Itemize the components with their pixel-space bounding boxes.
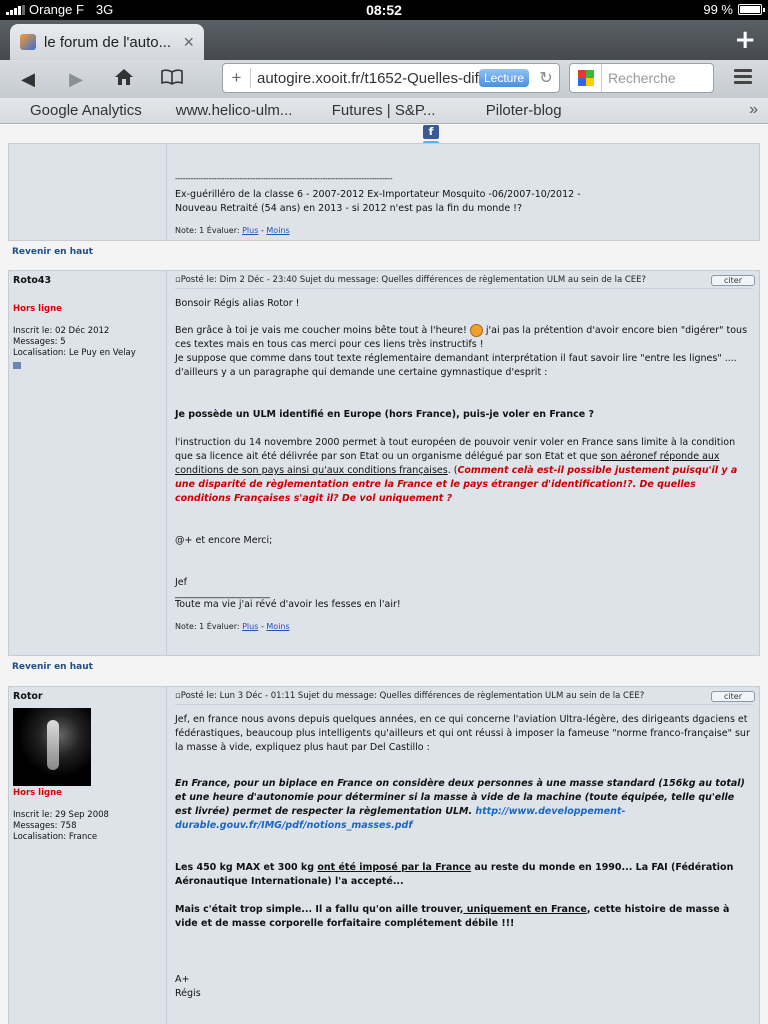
previous-post xyxy=(8,143,760,241)
forward-button[interactable]: ▶ xyxy=(69,68,83,90)
network-label: 3G xyxy=(95,2,114,17)
online-status: Hors ligne xyxy=(13,304,62,314)
paragraph-text: Les 450 kg MAX et 300 kg xyxy=(175,862,318,873)
quote-button[interactable]: citer xyxy=(711,691,755,702)
tab-forum[interactable] xyxy=(10,24,204,60)
book-icon xyxy=(160,69,184,85)
tab-bar xyxy=(0,20,768,60)
online-status: Hors ligne xyxy=(13,788,62,798)
add-bookmark-icon[interactable]: + xyxy=(223,68,251,88)
post-rotor xyxy=(8,686,760,1024)
post-rating xyxy=(175,622,753,631)
pdf-link[interactable]: http://www.developpement-durable.gouv.fr/IMG/pdf/notions_masses.pdf xyxy=(175,806,626,831)
post-header: ▫Posté le: Lun 3 Déc - 01:11 Sujet du message: Quelles différences de règlementation ULM au sein de la CEE? xyxy=(175,691,753,705)
underlined-text: son aéronef réponde aux conditions de son pays ainsi qu'aux conditions françaises xyxy=(175,451,720,476)
quoted-question: Je possède un ULM identifié en Europe (hors France), puis-je voler en France ? xyxy=(175,409,594,420)
battery-icon xyxy=(738,4,762,15)
favicon-icon xyxy=(20,34,36,50)
post-roto43 xyxy=(8,270,760,656)
author-info xyxy=(13,326,162,373)
paragraph-text: Mais c'était trop simple... Il a fallu qu'on aille trouver, xyxy=(175,904,464,915)
search-box[interactable] xyxy=(569,63,714,93)
facebook-icon[interactable]: f xyxy=(423,125,439,139)
tab-title: le forum de l'auto... xyxy=(44,33,172,51)
signature-line: Nouveau Retraité (54 ans) en 2013 - si 2012 n'est pas la fin du monde !? xyxy=(175,203,523,214)
back-button[interactable]: ◀ xyxy=(21,68,35,90)
author-location: Localisation: France xyxy=(13,832,98,842)
bookmarks-bar xyxy=(0,98,768,124)
signature-name: Jef xyxy=(175,577,187,588)
browser-toolbar xyxy=(0,60,768,98)
more-bookmarks-icon[interactable]: » xyxy=(749,101,758,118)
reader-button[interactable]: Lecture xyxy=(479,69,529,87)
search-engine-selector[interactable] xyxy=(570,64,602,92)
avatar xyxy=(13,708,91,786)
battery-label: 99 % xyxy=(703,2,733,17)
bookmark-item[interactable]: Piloter-blog xyxy=(485,102,562,119)
signature-text: Toute ma vie j'ai révé d'avoir les fesses en l'air! xyxy=(175,599,401,610)
reload-icon[interactable]: ↻ xyxy=(539,70,553,87)
smiley-icon xyxy=(470,324,483,337)
message-count: Messages: 758 xyxy=(13,821,77,831)
bookmarks-button[interactable] xyxy=(148,69,196,90)
registered-date: Inscrit le: 02 Déc 2012 xyxy=(13,326,110,336)
post-body xyxy=(169,144,759,239)
paragraph-text: l'instruction du 14 novembre 2000 permet à tout européen de pouvoir venir voler en France sans limite à la condition que sa licence ait été délivrée par son Etat ou un organisme délégué par son Etat et que xyxy=(175,437,736,462)
post-meta: Posté le: Lun 3 Déc - 01:11 Sujet du message: Quelles différences de règlementation ULM au sein de la CEE? xyxy=(180,691,645,701)
message-count: Messages: 5 xyxy=(13,337,66,347)
back-to-top-link[interactable]: Revenir en haut xyxy=(12,247,93,257)
bookmark-item[interactable]: Google Analytics xyxy=(30,102,142,119)
underlined-text: ont été imposé par la France xyxy=(317,862,472,873)
address-bar[interactable] xyxy=(222,63,560,93)
post-meta: Posté le: Dim 2 Déc - 23:40 Sujet du message: Quelles différences de règlementation ULM au sein de la CEE? xyxy=(180,275,647,285)
menu-icon[interactable] xyxy=(734,69,752,87)
closing-name: Régis xyxy=(175,988,201,999)
paragraph-text: j'ai pas la prétention d'avoir encore bien "digérer" tous ces textes mais en tous cas merci pour ces liens très instructifs ! xyxy=(175,325,748,350)
highlighted-question: Comment celà est-il possible justement puisqu'il y a une disparité de règlementation entre la France et le pays étranger d'identification!?. De quelles conditions Françaises s'agit il? De vol uniquement ? xyxy=(175,465,738,504)
paragraph xyxy=(175,861,753,889)
paragraph-text: En France, pour un biplace en France on considère deux personnes à une masse standard (156kg au total) et une heure d'autonomie pour déterminer si la masse à vide de la machine (toute équipée, telle qu'elle est livrée) permet de respecter la règlementation ULM. xyxy=(175,778,745,817)
paragraph: Je suppose que comme dans tout texte réglementaire demandant interprétation il faut savoir lire "entre les lignes" .... d'ailleurs y a un paragraphe qui demande une certaine gymnastique d'esprit : xyxy=(175,353,737,378)
rating-label: Note: 1 Évaluer: xyxy=(175,622,240,631)
rate-plus-link[interactable]: Plus xyxy=(242,622,259,631)
home-icon xyxy=(114,68,134,86)
paragraph xyxy=(175,777,753,833)
paragraph xyxy=(175,324,753,352)
home-button[interactable] xyxy=(100,68,148,91)
post-body xyxy=(169,687,759,1005)
bookmark-item[interactable]: Futures | S&P... xyxy=(331,102,436,119)
post-rating xyxy=(175,226,753,235)
post-author-panel xyxy=(9,687,167,1024)
back-to-top-link[interactable]: Revenir en haut xyxy=(12,662,93,672)
signature-rule: ____________________ xyxy=(175,588,270,599)
closing-line: A+ xyxy=(175,974,190,985)
search-input[interactable]: Recherche xyxy=(608,70,676,86)
signature-separator: ------------------------------------------------------------------------------------ xyxy=(175,174,393,183)
private-message-icon[interactable] xyxy=(13,362,21,369)
greeting: Bonsoir Régis alias Rotor ! xyxy=(175,298,300,309)
post-text xyxy=(175,713,753,1001)
post-body xyxy=(169,271,759,635)
thanks-line: @+ et encore Merci; xyxy=(175,535,273,546)
close-tab-icon[interactable]: × xyxy=(183,31,194,52)
google-icon xyxy=(578,70,594,86)
signature-line: Ex-guérilléro de la classe 6 - 2007-2012 Ex-Importateur Mosquito -06/2007-10/2012 - xyxy=(175,189,581,200)
paragraph xyxy=(175,436,753,506)
registered-date: Inscrit le: 29 Sep 2008 xyxy=(13,810,109,820)
status-bar xyxy=(0,0,768,20)
paragraph-text: . ( xyxy=(447,465,458,476)
carrier-label: Orange F xyxy=(29,2,84,17)
quote-button[interactable]: citer xyxy=(711,275,755,286)
forum-page xyxy=(0,125,768,1024)
author-location: Localisation: Le Puy en Velay xyxy=(13,348,136,358)
paragraph-text: au reste du monde en 1990... La FAI (Fédération Aéronautique Internationale) l'a accepté... xyxy=(175,862,734,887)
author-name[interactable]: Roto43 xyxy=(13,275,52,286)
paragraph: Jef, en france nous avons depuis quelques années, en ce qui concerne l'aviation Ultra-légère, des dirigeants dgaciens et fédérastiques, beaucoup plus intelligents qu'ailleurs et qui ont réussi à imposer la fameuse "norme franco-française" sur la masse à vide, expliquez plus haut par Del Castillo : xyxy=(175,714,750,753)
bookmark-item[interactable]: www.helico-ulm... xyxy=(175,102,293,119)
paragraph-text: Ben grâce à toi je vais me coucher moins bête tout à l'heure! xyxy=(175,325,467,336)
post-author-panel xyxy=(9,271,167,655)
rate-minus-link[interactable]: Moins xyxy=(266,226,290,235)
rate-minus-link[interactable]: Moins xyxy=(266,622,290,631)
new-tab-button[interactable]: + xyxy=(734,25,756,55)
author-name[interactable]: Rotor xyxy=(13,691,43,702)
post-text xyxy=(175,297,753,612)
paragraph-text: , cette histoire de masse à vide et de masse corporelle forfaitaire complétement débile !!! xyxy=(175,904,730,929)
paragraph xyxy=(175,903,753,931)
rating-separator: - xyxy=(260,622,264,631)
underlined-text: uniquement en France xyxy=(463,904,587,915)
rate-plus-link[interactable]: Plus xyxy=(242,226,259,235)
url-text[interactable]: autogire.xooit.fr/t1652-Quelles-dif xyxy=(257,69,479,87)
post-header: ▫Posté le: Dim 2 Déc - 23:40 Sujet du message: Quelles différences de règlementation ULM au sein de la CEE? xyxy=(175,275,753,289)
clock: 08:52 xyxy=(366,2,402,18)
rating-separator: - xyxy=(260,226,264,235)
author-info xyxy=(13,810,162,843)
rating-label: Note: 1 Évaluer: xyxy=(175,226,240,235)
post-author-panel xyxy=(9,144,167,240)
